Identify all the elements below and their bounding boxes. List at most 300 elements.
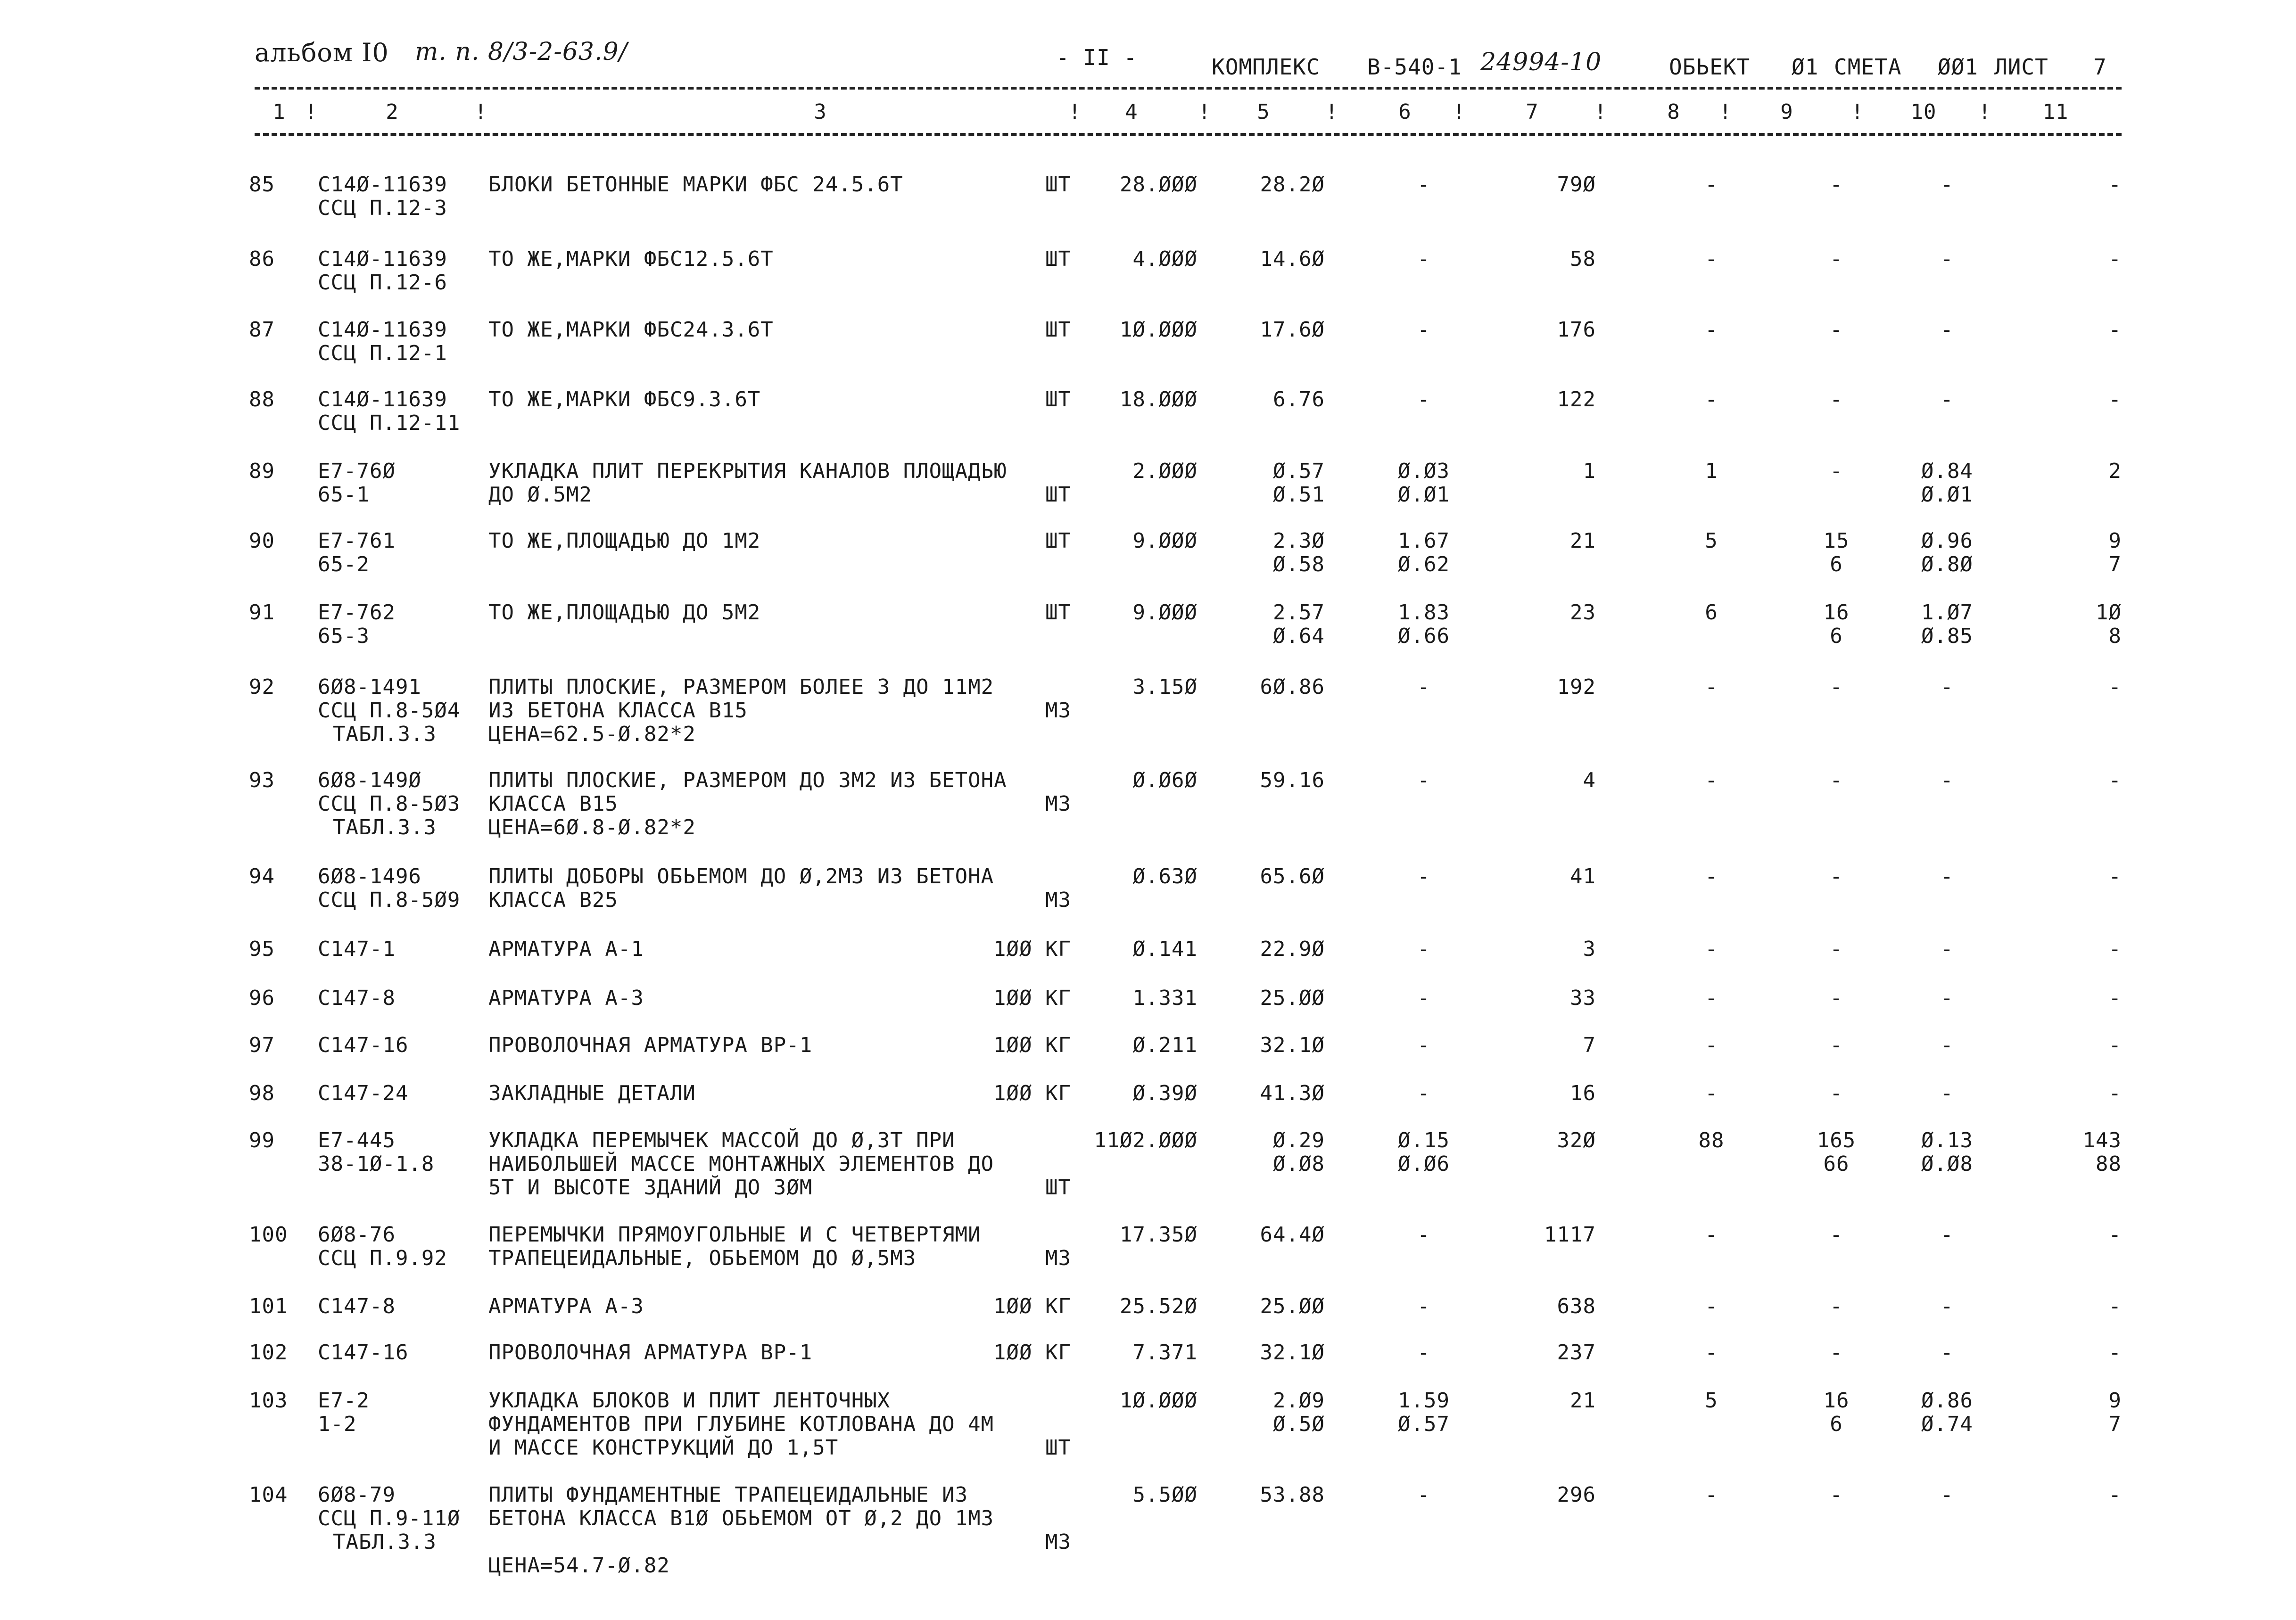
- row-col8-value: -: [1705, 768, 1718, 792]
- row-col10-value: Ø.85: [1921, 624, 1973, 648]
- row-col6-value: Ø.57: [1398, 1412, 1450, 1436]
- row-col11-value: -: [2108, 986, 2122, 1010]
- row-unit: М3: [1045, 792, 1071, 816]
- row-code: C147-8: [318, 986, 396, 1010]
- row-unit: 1ØØ КГ: [993, 1294, 1071, 1318]
- sheet-label: ЛИСТ: [1994, 54, 2048, 80]
- row-col8-value: -: [1705, 1483, 1718, 1507]
- row-col8-value: 5: [1705, 1389, 1718, 1413]
- row-unit-price: 59.16: [1260, 768, 1325, 792]
- row-number: 91: [249, 600, 275, 625]
- row-number: 89: [249, 459, 275, 483]
- row-description: БЕТОНА КЛАССА В1Ø ОБЬЕМОМ ОТ Ø,2 ДО 1М3: [488, 1506, 994, 1530]
- row-col8-value: -: [1705, 173, 1718, 197]
- row-col8-value: -: [1705, 1033, 1718, 1057]
- row-unit-price: 28.2Ø: [1260, 173, 1325, 197]
- row-col11-value: 1Ø: [2096, 600, 2122, 625]
- row-number: 95: [249, 937, 275, 961]
- row-col6-value: Ø.Ø1: [1398, 483, 1450, 507]
- row-number: 94: [249, 864, 275, 888]
- column-number: 3: [814, 100, 827, 124]
- row-unit-price: 22.9Ø: [1260, 937, 1325, 961]
- row-description: ПЛИТЫ ФУНДАМЕНТНЫЕ ТРАПЕЦЕИДАЛЬНЫЕ ИЗ: [488, 1483, 968, 1507]
- row-col11-value: 143: [2082, 1128, 2122, 1152]
- row-number: 98: [249, 1081, 275, 1105]
- column-number: 8: [1667, 100, 1680, 124]
- row-description: АРМАТУРА А-1: [488, 937, 644, 961]
- row-col8-value: -: [1705, 247, 1718, 271]
- row-description: ИЗ БЕТОНА КЛАССА В15: [488, 699, 748, 723]
- row-code: 6Ø8-76: [318, 1223, 396, 1247]
- row-col8-value: -: [1705, 1294, 1718, 1318]
- row-unit: ШТ: [1045, 1176, 1071, 1200]
- row-code: ТАБЛ.3.3: [333, 1530, 437, 1554]
- typical-project-number: т. п. 8/3-2-63.9/: [415, 38, 628, 66]
- row-description: ЦЕНА=62.5-Ø.82*2: [488, 722, 696, 746]
- row-number: 85: [249, 173, 275, 197]
- row-unit: ШТ: [1045, 483, 1071, 507]
- row-code: ТАБЛ.3.3: [333, 815, 437, 839]
- column-separator: !: [1453, 100, 1466, 124]
- row-quantity: 1.331: [1132, 986, 1198, 1010]
- row-description: ТО ЖЕ,ПЛОЩАДЬЮ ДО 1М2: [488, 529, 761, 553]
- row-code: C147-24: [318, 1081, 409, 1105]
- row-col6-value: -: [1417, 318, 1430, 342]
- row-description: УКЛАДКА ПЕРЕМЫЧЕК МАССОЙ ДО Ø,3Т ПРИ: [488, 1128, 955, 1152]
- row-col10-value: Ø.96: [1921, 529, 1973, 553]
- row-col9-value: -: [1830, 1294, 1843, 1318]
- row-col6-value: 1.83: [1398, 600, 1450, 625]
- column-number: 4: [1125, 100, 1138, 124]
- row-number: 103: [249, 1389, 288, 1413]
- column-separator: !: [1325, 100, 1338, 124]
- row-total-cost: 23: [1570, 600, 1596, 625]
- column-number: 5: [1257, 100, 1270, 124]
- row-unit: 1ØØ КГ: [993, 986, 1071, 1010]
- column-separator: !: [1851, 100, 1864, 124]
- page-number: - II -: [1056, 45, 1138, 70]
- row-col10-value: Ø.84: [1921, 459, 1973, 483]
- row-col11-value: -: [2108, 1483, 2122, 1507]
- row-quantity: Ø.211: [1132, 1033, 1198, 1057]
- row-col10-value: -: [1941, 1340, 1954, 1365]
- row-col8-value: -: [1705, 986, 1718, 1010]
- row-col11-value: -: [2108, 864, 2122, 888]
- row-col9-value: -: [1830, 459, 1843, 483]
- row-quantity: 9.ØØØ: [1132, 600, 1198, 625]
- row-code: E7-2: [318, 1389, 370, 1413]
- row-description: ТО ЖЕ,МАРКИ ФБС12.5.6Т: [488, 247, 774, 271]
- row-col9-value: 16: [1823, 1389, 1850, 1413]
- row-col10-value: -: [1941, 1294, 1954, 1318]
- row-col10-value: Ø.13: [1921, 1128, 1973, 1152]
- row-total-cost: 237: [1557, 1340, 1596, 1365]
- row-unit-price: 64.4Ø: [1260, 1223, 1325, 1247]
- row-description: ПРОВОЛОЧНАЯ АРМАТУРА ВР-1: [488, 1340, 813, 1365]
- row-code: C14Ø-11639: [318, 318, 447, 342]
- row-code: 6Ø8-79: [318, 1483, 396, 1507]
- row-col10-value: -: [1941, 864, 1954, 888]
- row-col11-value: 9: [2108, 529, 2122, 553]
- row-code: C147-16: [318, 1340, 409, 1365]
- row-col6-value: -: [1417, 247, 1430, 271]
- row-col6-value: 1.59: [1398, 1389, 1450, 1413]
- row-col10-value: 1.Ø7: [1921, 600, 1973, 625]
- column-number: 9: [1780, 100, 1793, 124]
- row-unit: ШТ: [1045, 387, 1071, 411]
- row-col6-value: -: [1417, 675, 1430, 699]
- row-col10-value: Ø.8Ø: [1921, 552, 1973, 576]
- row-unit-price: 65.6Ø: [1260, 864, 1325, 888]
- row-col10-value: -: [1941, 937, 1954, 961]
- row-number: 88: [249, 387, 275, 411]
- complex-handwritten-number: 24994-10: [1480, 48, 1602, 76]
- row-total-cost: 296: [1557, 1483, 1596, 1507]
- row-description: И МАССЕ КОНСТРУКЦИЙ ДО 1,5Т: [488, 1436, 839, 1460]
- row-description: ПЛИТЫ ПЛОСКИЕ, РАЗМЕРОМ БОЛЕЕ 3 ДО 11М2: [488, 675, 994, 699]
- row-description: ТО ЖЕ,МАРКИ ФБС24.3.6Т: [488, 318, 774, 342]
- row-unit-price: 41.3Ø: [1260, 1081, 1325, 1105]
- row-col6-value: Ø.62: [1398, 552, 1450, 576]
- row-col8-value: -: [1705, 1223, 1718, 1247]
- row-unit-price: Ø.5Ø: [1273, 1412, 1325, 1436]
- row-unit: 1ØØ КГ: [993, 1340, 1071, 1365]
- row-description: НАИБОЛЬШЕЙ МАССЕ МОНТАЖНЫХ ЭЛЕМЕНТОВ ДО: [488, 1152, 994, 1176]
- row-col6-value: Ø.Ø3: [1398, 459, 1450, 483]
- row-col11-value: -: [2108, 318, 2122, 342]
- row-total-cost: 1: [1583, 459, 1596, 483]
- row-unit: 1ØØ КГ: [993, 1081, 1071, 1105]
- row-total-cost: 638: [1557, 1294, 1596, 1318]
- row-unit-price: Ø.64: [1273, 624, 1325, 648]
- row-col10-value: -: [1941, 387, 1954, 411]
- row-total-cost: 58: [1570, 247, 1596, 271]
- row-col6-value: -: [1417, 1483, 1430, 1507]
- row-description: АРМАТУРА А-3: [488, 1294, 644, 1318]
- row-quantity: 7.371: [1132, 1340, 1198, 1365]
- row-col10-value: -: [1941, 768, 1954, 792]
- row-code: E7-762: [318, 600, 396, 625]
- row-number: 102: [249, 1340, 288, 1365]
- row-col9-value: -: [1830, 864, 1843, 888]
- row-code: 1-2: [318, 1412, 357, 1436]
- row-unit: ШТ: [1045, 1436, 1071, 1460]
- row-col11-value: -: [2108, 1223, 2122, 1247]
- row-description: ТО ЖЕ,ПЛОЩАДЬЮ ДО 5М2: [488, 600, 761, 625]
- row-col9-value: -: [1830, 986, 1843, 1010]
- row-unit-price: 6.76: [1273, 387, 1325, 411]
- column-separator: !: [474, 100, 487, 124]
- row-code: C147-8: [318, 1294, 396, 1318]
- row-col8-value: 88: [1698, 1128, 1725, 1152]
- row-description: ТРАПЕЦЕИДАЛЬНЫЕ, ОБЬЕМОМ ДО Ø,5М3: [488, 1246, 917, 1270]
- row-unit: ШТ: [1045, 600, 1071, 625]
- column-separator: !: [1198, 100, 1211, 124]
- row-code: C14Ø-11639: [318, 387, 447, 411]
- row-col11-value: -: [2108, 937, 2122, 961]
- row-col11-value: -: [2108, 1294, 2122, 1318]
- row-col9-value: -: [1830, 1340, 1843, 1365]
- row-col9-value: -: [1830, 387, 1843, 411]
- row-unit-price: 2.Ø9: [1273, 1389, 1325, 1413]
- column-separator: !: [1978, 100, 1991, 124]
- row-code: ССЦ П.8-5Ø4: [318, 699, 461, 723]
- row-unit-price: 32.1Ø: [1260, 1340, 1325, 1365]
- row-col10-value: Ø.86: [1921, 1389, 1973, 1413]
- row-number: 99: [249, 1128, 275, 1152]
- row-unit-price: Ø.57: [1273, 459, 1325, 483]
- row-number: 92: [249, 675, 275, 699]
- row-col10-value: Ø.Ø1: [1921, 483, 1973, 507]
- row-code: C14Ø-11639: [318, 173, 447, 197]
- row-unit-price: 2.3Ø: [1273, 529, 1325, 553]
- row-total-cost: 3: [1583, 937, 1596, 961]
- complex-code: В-540-1: [1367, 54, 1462, 80]
- row-col6-value: -: [1417, 387, 1430, 411]
- row-unit-price: 25.ØØ: [1260, 1294, 1325, 1318]
- row-col8-value: 5: [1705, 529, 1718, 553]
- row-unit: ШТ: [1045, 318, 1071, 342]
- row-col6-value: -: [1417, 1294, 1430, 1318]
- row-col10-value: -: [1941, 173, 1954, 197]
- row-description: КЛАССА В15: [488, 792, 618, 816]
- row-col9-value: -: [1830, 1483, 1843, 1507]
- row-col8-value: -: [1705, 387, 1718, 411]
- column-number: 1: [273, 100, 286, 124]
- album-label: альбом I0: [255, 38, 389, 67]
- column-separator: !: [1594, 100, 1607, 124]
- row-total-cost: 7: [1583, 1033, 1596, 1057]
- row-unit-price: 25.ØØ: [1260, 986, 1325, 1010]
- row-col6-value: Ø.15: [1398, 1128, 1450, 1152]
- header-rule-bottom: [255, 133, 2122, 136]
- row-description: ФУНДАМЕНТОВ ПРИ ГЛУБИНЕ КОТЛОВАНА ДО 4М: [488, 1412, 994, 1436]
- row-code: E7-445: [318, 1128, 396, 1152]
- row-number: 100: [249, 1223, 288, 1247]
- row-col9-value: 16: [1823, 600, 1850, 625]
- row-col10-value: Ø.Ø8: [1921, 1152, 1973, 1176]
- row-description: УКЛАДКА ПЛИТ ПЕРЕКРЫТИЯ КАНАЛОВ ПЛОЩАДЬЮ: [488, 459, 1007, 483]
- row-number: 87: [249, 318, 275, 342]
- row-col10-value: -: [1941, 1081, 1954, 1105]
- row-col9-value: 15: [1823, 529, 1850, 553]
- row-code: 65-1: [318, 483, 370, 507]
- row-quantity: Ø.141: [1132, 937, 1198, 961]
- row-description: 5Т И ВЫСОТЕ ЗДАНИЙ ДО 3ØМ: [488, 1176, 813, 1200]
- row-col8-value: 1: [1705, 459, 1718, 483]
- row-unit-price: 32.1Ø: [1260, 1033, 1325, 1057]
- row-total-cost: 192: [1557, 675, 1596, 699]
- row-unit: ШТ: [1045, 529, 1071, 553]
- row-quantity: 9.ØØØ: [1132, 529, 1198, 553]
- column-number: 11: [2042, 100, 2069, 124]
- row-col9-value: -: [1830, 318, 1843, 342]
- row-total-cost: 4: [1583, 768, 1596, 792]
- row-col6-value: Ø.Ø6: [1398, 1152, 1450, 1176]
- row-unit: М3: [1045, 699, 1071, 723]
- row-col10-value: -: [1941, 247, 1954, 271]
- row-col9-value: 6: [1830, 624, 1843, 648]
- column-number: 6: [1398, 100, 1412, 124]
- row-col8-value: -: [1705, 1081, 1718, 1105]
- row-col8-value: -: [1705, 675, 1718, 699]
- row-total-cost: 1117: [1544, 1223, 1596, 1247]
- smeta-number: ØØ1: [1938, 54, 1979, 80]
- row-number: 101: [249, 1294, 288, 1318]
- row-quantity: Ø.63Ø: [1132, 864, 1198, 888]
- row-col9-value: -: [1830, 247, 1843, 271]
- row-col11-value: 88: [2096, 1152, 2122, 1176]
- row-unit-price: 6Ø.86: [1260, 675, 1325, 699]
- row-code: ССЦ П.12-3: [318, 196, 447, 220]
- row-col6-value: -: [1417, 1081, 1430, 1105]
- row-col9-value: 165: [1817, 1128, 1856, 1152]
- row-code: C14Ø-11639: [318, 247, 447, 271]
- row-unit-price: Ø.58: [1273, 552, 1325, 576]
- row-col11-value: 7: [2108, 1412, 2122, 1436]
- row-total-cost: 79Ø: [1557, 173, 1596, 197]
- object-number: Ø1: [1792, 54, 1819, 80]
- column-separator: !: [1719, 100, 1732, 124]
- row-col8-value: 6: [1705, 600, 1718, 625]
- complex-label: КОМПЛЕКС: [1212, 54, 1320, 80]
- row-code: 65-3: [318, 624, 370, 648]
- row-col11-value: -: [2108, 768, 2122, 792]
- row-col10-value: -: [1941, 986, 1954, 1010]
- row-description: БЛОКИ БЕТОННЫЕ МАРКИ ФБС 24.5.6Т: [488, 173, 903, 197]
- row-total-cost: 176: [1557, 318, 1596, 342]
- row-code: E7-761: [318, 529, 396, 553]
- row-unit: 1ØØ КГ: [993, 937, 1071, 961]
- row-unit: М3: [1045, 1246, 1071, 1270]
- row-col8-value: -: [1705, 1340, 1718, 1365]
- row-col11-value: 8: [2108, 624, 2122, 648]
- row-quantity: 4.ØØØ: [1132, 247, 1198, 271]
- row-col8-value: -: [1705, 937, 1718, 961]
- row-code: ССЦ П.9.92: [318, 1246, 447, 1270]
- row-quantity: 2.ØØØ: [1132, 459, 1198, 483]
- row-code: ССЦ П.12-6: [318, 271, 447, 295]
- row-col11-value: -: [2108, 1033, 2122, 1057]
- row-col6-value: Ø.66: [1398, 624, 1450, 648]
- row-unit-price: Ø.29: [1273, 1128, 1325, 1152]
- row-description: ПЛИТЫ ПЛОСКИЕ, РАЗМЕРОМ ДО 3М2 ИЗ БЕТОНА: [488, 768, 1007, 792]
- row-col6-value: 1.67: [1398, 529, 1450, 553]
- row-description: ЦЕНА=54.7-Ø.82: [488, 1554, 670, 1578]
- row-col6-value: -: [1417, 986, 1430, 1010]
- row-col6-value: -: [1417, 864, 1430, 888]
- row-code: ТАБЛ.3.3: [333, 722, 437, 746]
- row-col11-value: -: [2108, 247, 2122, 271]
- object-label: ОБЬЕКТ: [1669, 54, 1751, 80]
- row-col6-value: -: [1417, 937, 1430, 961]
- row-code: ССЦ П.9-11Ø: [318, 1506, 461, 1530]
- row-total-cost: 16: [1570, 1081, 1596, 1105]
- row-quantity: 28.ØØØ: [1120, 173, 1198, 197]
- row-number: 93: [249, 768, 275, 792]
- row-description: УКЛАДКА БЛОКОВ И ПЛИТ ЛЕНТОЧНЫХ: [488, 1389, 891, 1413]
- row-number: 96: [249, 986, 275, 1010]
- row-total-cost: 41: [1570, 864, 1596, 888]
- row-total-cost: 32Ø: [1557, 1128, 1596, 1152]
- row-col11-value: -: [2108, 1340, 2122, 1365]
- row-col9-value: 6: [1830, 1412, 1843, 1436]
- row-total-cost: 122: [1557, 387, 1596, 411]
- column-separator: !: [305, 100, 318, 124]
- row-unit-price: Ø.Ø8: [1273, 1152, 1325, 1176]
- row-unit: 1ØØ КГ: [993, 1033, 1071, 1057]
- row-code: 6Ø8-1496: [318, 864, 421, 888]
- row-col11-value: 9: [2108, 1389, 2122, 1413]
- row-description: КЛАССА В25: [488, 888, 618, 912]
- row-col9-value: -: [1830, 1223, 1843, 1247]
- row-unit-price: 53.88: [1260, 1483, 1325, 1507]
- row-number: 86: [249, 247, 275, 271]
- row-unit-price: 17.6Ø: [1260, 318, 1325, 342]
- row-quantity: 5.5ØØ: [1132, 1483, 1198, 1507]
- row-quantity: Ø.39Ø: [1132, 1081, 1198, 1105]
- row-col10-value: Ø.74: [1921, 1412, 1973, 1436]
- row-col11-value: -: [2108, 675, 2122, 699]
- row-col9-value: -: [1830, 1081, 1843, 1105]
- row-unit-price: 14.6Ø: [1260, 247, 1325, 271]
- row-unit: ШТ: [1045, 173, 1071, 197]
- row-description: ЗАКЛАДНЫЕ ДЕТАЛИ: [488, 1081, 696, 1105]
- row-col6-value: -: [1417, 768, 1430, 792]
- row-code: C147-16: [318, 1033, 409, 1057]
- row-total-cost: 33: [1570, 986, 1596, 1010]
- row-code: ССЦ П.8-5Ø3: [318, 792, 461, 816]
- column-separator: !: [1068, 100, 1082, 124]
- row-unit: М3: [1045, 888, 1071, 912]
- row-quantity: 1Ø.ØØØ: [1120, 318, 1198, 342]
- row-description: АРМАТУРА А-3: [488, 986, 644, 1010]
- row-col9-value: 6: [1830, 552, 1843, 576]
- row-code: ССЦ П.12-1: [318, 341, 447, 365]
- row-description: ДО Ø.5М2: [488, 483, 592, 507]
- row-col11-value: -: [2108, 173, 2122, 197]
- row-col9-value: -: [1830, 173, 1843, 197]
- row-col10-value: -: [1941, 318, 1954, 342]
- row-description: ЦЕНА=6Ø.8-Ø.82*2: [488, 815, 696, 839]
- row-col9-value: -: [1830, 768, 1843, 792]
- row-col6-value: -: [1417, 1033, 1430, 1057]
- row-code: C147-1: [318, 937, 396, 961]
- row-quantity: Ø.Ø6Ø: [1132, 768, 1198, 792]
- row-col9-value: -: [1830, 1033, 1843, 1057]
- row-col11-value: 7: [2108, 552, 2122, 576]
- row-col9-value: 66: [1823, 1152, 1850, 1176]
- column-number: 7: [1526, 100, 1539, 124]
- row-code: 6Ø8-1491: [318, 675, 421, 699]
- sheet-number: 7: [2093, 54, 2107, 80]
- row-code: ССЦ П.8-5Ø9: [318, 888, 461, 912]
- row-col6-value: -: [1417, 1340, 1430, 1365]
- row-number: 90: [249, 529, 275, 553]
- row-unit: ШТ: [1045, 247, 1071, 271]
- row-col10-value: -: [1941, 1483, 1954, 1507]
- row-total-cost: 21: [1570, 529, 1596, 553]
- header-rule-top: [255, 87, 2122, 90]
- row-col6-value: -: [1417, 173, 1430, 197]
- row-col10-value: -: [1941, 675, 1954, 699]
- row-code: 38-1Ø-1.8: [318, 1152, 435, 1176]
- smeta-label: СМЕТА: [1834, 54, 1902, 80]
- row-description: ПЕРЕМЫЧКИ ПРЯМОУГОЛЬНЫЕ И С ЧЕТВЕРТЯМИ: [488, 1223, 981, 1247]
- row-number: 97: [249, 1033, 275, 1057]
- row-quantity: 17.35Ø: [1120, 1223, 1198, 1247]
- row-quantity: 25.52Ø: [1120, 1294, 1198, 1318]
